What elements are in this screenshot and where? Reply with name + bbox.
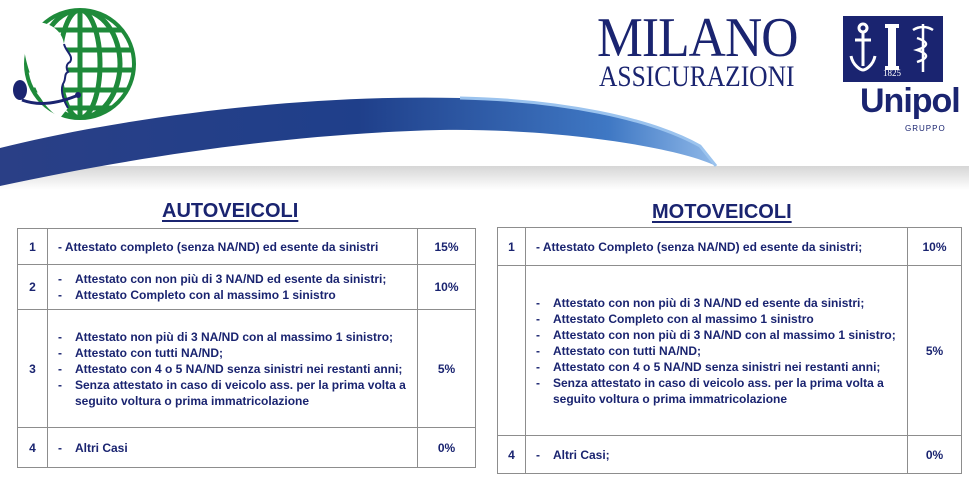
row-number: 1 xyxy=(498,228,526,266)
row-discount: 5% xyxy=(908,266,962,436)
emblem-year: 1825 xyxy=(883,68,901,78)
row-description xyxy=(48,265,418,310)
row-description xyxy=(48,229,418,265)
list-item: - Attestato con 4 o 5 NA/ND senza sinistri nei restanti anni; xyxy=(536,359,901,375)
list-item: - Attestato con non più di 3 NA/ND ed esente da sinistri; xyxy=(536,295,901,311)
row-discount: 0% xyxy=(908,436,962,474)
list-item: - Attestato Completo con al massimo 1 sinistro xyxy=(536,311,901,327)
unipol-gruppo-text: GRUPPO xyxy=(905,124,946,133)
row-description xyxy=(48,428,418,468)
unipol-logo: Unipol xyxy=(860,82,960,120)
logo-text-assicurazioni: ASSICURAZIONI xyxy=(599,60,795,93)
list-item: - Attestato con tutti NA/ND; xyxy=(58,345,411,361)
table-row xyxy=(498,228,962,266)
motoveicoli-title: MOTOVEICOLI xyxy=(652,201,792,223)
list-item: - Attestato con non più di 3 NA/ND ed esente da sinistri; xyxy=(58,271,411,287)
table-row xyxy=(18,229,476,265)
row-discount: 10% xyxy=(418,265,476,310)
row-description xyxy=(526,266,908,436)
list-item: - Altri Casi; xyxy=(536,447,901,463)
list-item: - Attestato completo (senza NA/ND) ed esente da sinistri xyxy=(58,239,379,254)
row-number xyxy=(498,266,526,436)
list-item: - Attestato con non più di 3 NA/ND con al massimo 1 sinistro; xyxy=(536,327,901,343)
logo-text-milano: MILANO xyxy=(597,7,798,69)
list-item: - Senza attestato in caso di veicolo ass. per la prima volta a seguito voltura o prima immatricolazione xyxy=(536,375,901,407)
row-description xyxy=(526,228,908,266)
milano-assicurazioni-logo xyxy=(597,7,957,93)
autoveicoli-table xyxy=(17,228,476,468)
table-row xyxy=(498,266,962,436)
list-item: - Attestato non più di 3 NA/ND con al massimo 1 sinistro; xyxy=(58,329,411,345)
list-item: - Altri Casi xyxy=(58,440,411,456)
header-banner xyxy=(0,0,969,190)
anchor-caduceus-emblem xyxy=(843,16,943,82)
row-discount: 15% xyxy=(418,229,476,265)
table-row xyxy=(18,428,476,468)
row-discount: 0% xyxy=(418,428,476,468)
row-number: 1 xyxy=(18,229,48,265)
table-row xyxy=(498,436,962,474)
row-description xyxy=(48,310,418,428)
motoveicoli-table xyxy=(497,227,962,474)
row-number: 2 xyxy=(18,265,48,310)
list-item: - Senza attestato in caso di veicolo ass. per la prima volta a seguito voltura o prima immatricolazione xyxy=(58,377,411,409)
list-item: - Attestato Completo (senza NA/ND) ed esente da sinistri; xyxy=(536,239,863,254)
row-discount: 10% xyxy=(908,228,962,266)
decorative-swoosh xyxy=(0,88,969,190)
row-number: 3 xyxy=(18,310,48,428)
autoveicoli-title: AUTOVEICOLI xyxy=(162,200,299,222)
row-number: 4 xyxy=(18,428,48,468)
list-item: - Attestato con tutti NA/ND; xyxy=(536,343,901,359)
list-item: - Attestato Completo con al massimo 1 sinistro xyxy=(58,287,411,303)
table-row xyxy=(18,310,476,428)
list-item: - Attestato con 4 o 5 NA/ND senza sinistri nei restanti anni; xyxy=(58,361,411,377)
row-discount: 5% xyxy=(418,310,476,428)
table-row xyxy=(18,265,476,310)
row-description xyxy=(526,436,908,474)
row-number: 4 xyxy=(498,436,526,474)
